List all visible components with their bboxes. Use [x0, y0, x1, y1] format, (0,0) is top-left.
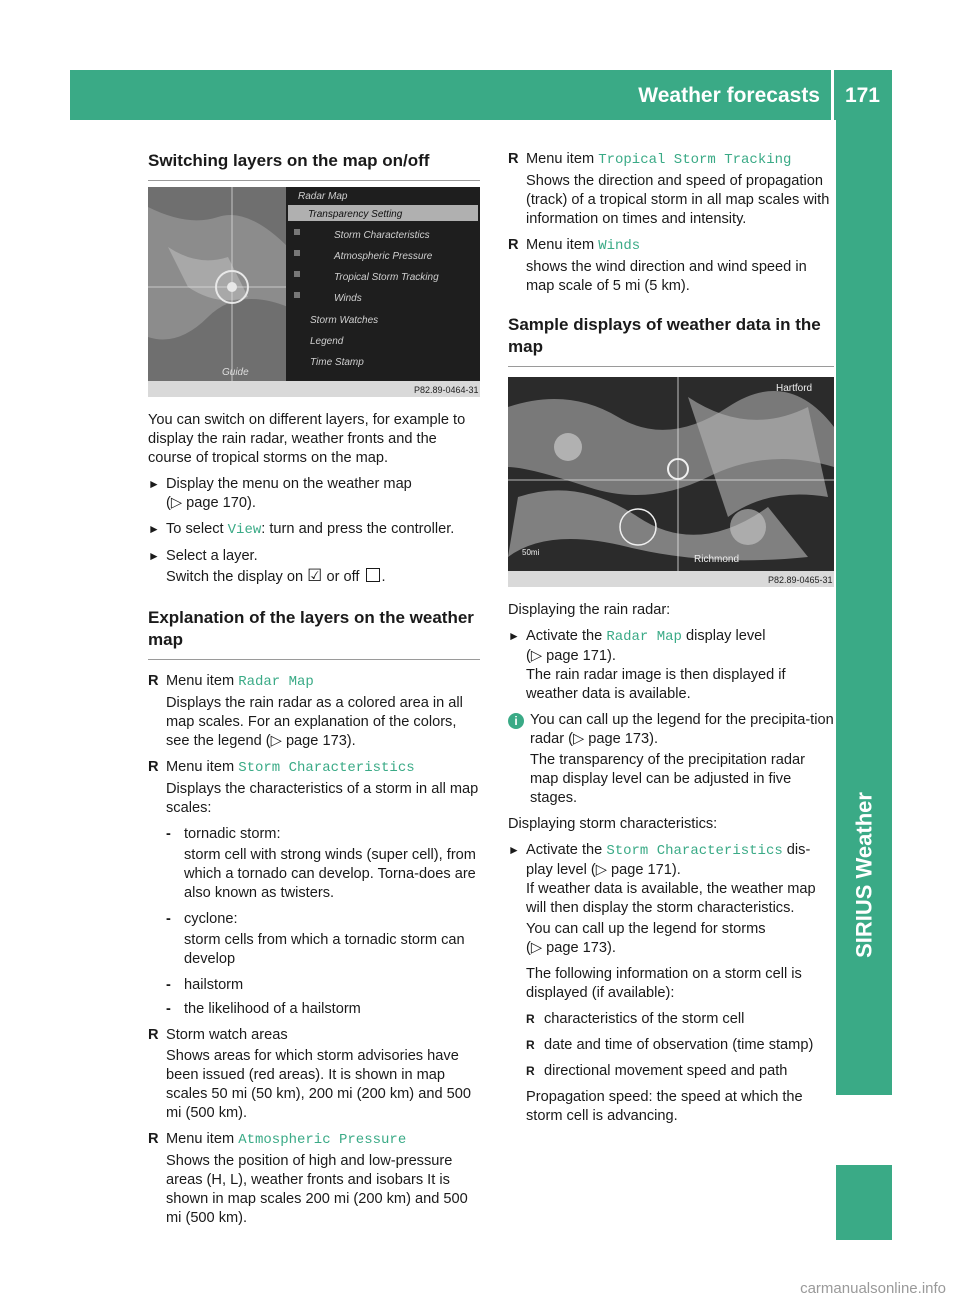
unchecked-box-icon [366, 568, 380, 582]
menu-item-legend: Legend [310, 336, 344, 347]
section-heading: Explanation of the layers on the weather map [148, 607, 480, 660]
radar-map-screenshot [508, 377, 834, 587]
info-icon: i [508, 713, 524, 729]
step-item: ► Activate the Radar Map display level (▷ page 171). The rain radar image is then displayed if weather data is available. [508, 628, 786, 702]
menu-item-storm: Storm Characteristics [334, 230, 430, 241]
chapter-side-tab [836, 120, 892, 1240]
chapter-label: SIRIUS Weather [851, 792, 877, 958]
list-item: R characteristics of the storm cell [526, 1011, 745, 1027]
map-label-richmond: Richmond [694, 554, 740, 565]
list-item: R Menu item Winds shows the wind direction and wind speed in map scale of 5 mi (5 km). [508, 237, 807, 294]
menu-item-atmo: Atmospheric Pressure [334, 251, 433, 262]
list-item: R Menu item Radar Map Displays the rain radar as a colored area in all map scales. For an explanation of the colors, see the legend (▷ page 173). [148, 673, 463, 749]
header-bar [70, 70, 892, 120]
watermark: carmanualsonline.info [800, 1280, 946, 1297]
section-heading: Switching layers on the map on/off [148, 150, 480, 181]
step-arrow-icon: ► [508, 843, 520, 857]
sub-list-item: - cyclone: storm cells from which a tornadic storm can develop [166, 911, 465, 967]
step-item: ► Display the menu on the weather map (▷ page 170). [148, 476, 412, 511]
list-item: R Menu item Tropical Storm Tracking Shows the direction and speed of propagation (track) of a tropical storm in all map scales with information on times and intensity. [508, 151, 830, 227]
right-column: R Menu item Tropical Storm Tracking Shows the direction and speed of propagation (track) of a tropical storm in all map scales with information on times and intensity. R Menu item Winds shows the wind direction and wind speed in map scale of 5 mi (5 km). Sample displays of weather data in the map Hartford Richmond 50mi P82.89-0465-31 Displaying the rain radar: ► Activate the Radar Map display level (▷ page 171). The rain radar image is then displayed if weather data is available. i You can call up the legend for the precipita-tion radar (▷ page 173). The transparency of the precipitation radar map display level can be adjusted in five stages. Displaying storm characteristics: ► Activate the Storm Characteristics dis-play level (▷ page 171). If weather data is available, the weather map will then display the storm characteristics. You can call up the legend for storms (▷ page 173). The following information on a storm cell is displayed (if available): R characteristics of the storm cell R date and time of observation (time stamp) R directional movement speed and path Propagation speed: the speed at which the storm cell is advancing. [508, 151, 834, 1124]
sub-list-item: - hailstorm [166, 977, 244, 993]
menu-item-timestamp: Time Stamp [310, 357, 364, 368]
menu-item-watches: Storm Watches [310, 315, 379, 326]
menu-item-tropical: Tropical Storm Tracking [334, 272, 439, 283]
sub-list-item: - the likelihood of a hailstorm [166, 1001, 361, 1017]
figure-code: P82.89-0464-31 [414, 385, 479, 395]
map-image [148, 187, 480, 397]
radar-map-image [508, 377, 834, 587]
step-item: ► Select a layer. Switch the display on ☑ or off . [148, 548, 386, 585]
page-number: 171 [844, 84, 880, 107]
step-item: ► To select View: turn and press the controller. [148, 521, 455, 538]
step-arrow-icon: ► [148, 549, 160, 563]
map-label-guide: Guide [222, 367, 249, 378]
checked-box-icon: ☑ [307, 566, 323, 585]
header-divider [831, 70, 834, 120]
map-scale: 50mi [522, 548, 540, 557]
map-label-hartford: Hartford [776, 383, 813, 394]
section-heading: Sample displays of weather data in the map [508, 314, 834, 367]
step-arrow-icon: ► [508, 629, 520, 643]
intro-text: You can switch on different layers, for example to display the rain radar, weather fronts and the course of tropical storms on the map. [148, 412, 466, 466]
menu-item-radar: Radar Map [298, 191, 348, 202]
sub-list-item: - tornadic storm: storm cell with strong winds (super cell), from which a tornado can develop. Torna-does are also known as twisters. [166, 826, 476, 901]
figure-code: P82.89-0465-31 [768, 575, 833, 585]
step-arrow-icon: ► [148, 477, 160, 491]
left-column [148, 150, 480, 1235]
list-item: R Menu item Storm Characteristics Displays the characteristics of a storm in all map scales: - tornadic storm: storm cell with strong winds (super cell), from which a tornado can develop. Torna-does are also known as twisters. - cyclone: storm cells from which a tornadic storm can develop - hailstorm - the likelihood of a hailstorm [148, 759, 479, 1017]
info-note: i You can call up the legend for the precipita-tion radar (▷ page 173). The transparency of the precipitation radar map display level can be adjusted in five stages. [508, 711, 834, 808]
menu-item-winds: Winds [334, 293, 362, 304]
chapter-marker [836, 1170, 892, 1226]
list-item: R Menu item Atmospheric Pressure Shows the position of high and low-pressure areas (H, L), weather fronts and isobars It is shown in map scales 200 mi (200 km) and 500 mi (500 km). [148, 1131, 468, 1226]
step-arrow-icon: ► [148, 522, 160, 536]
list-item: R date and time of observation (time stamp) [526, 1037, 814, 1053]
list-item: R Storm watch areas Shows areas for which storm advisories have been issued (red areas). It is shown in map scales 50 mi (50 km), 200 mi (200 km) and 500 mi (500 km). [148, 1027, 471, 1121]
list-item: R directional movement speed and path [526, 1063, 788, 1079]
menu-screenshot [148, 187, 480, 397]
step-item: ► Activate the Storm Characteristics dis-play level (▷ page 171). If weather data is available, the weather map will then display the storm characteristics. You can call up the legend for storms (▷ page 173). The following information on a storm cell is displayed (if available): R characteristics of the storm cell R date and time of observation (time stamp) R directional movement speed and path Propagation speed: the speed at which the storm cell is advancing. [508, 841, 834, 1126]
menu-item-transparency: Transparency Setting [308, 209, 403, 220]
section-title: Weather forecasts [638, 84, 820, 107]
